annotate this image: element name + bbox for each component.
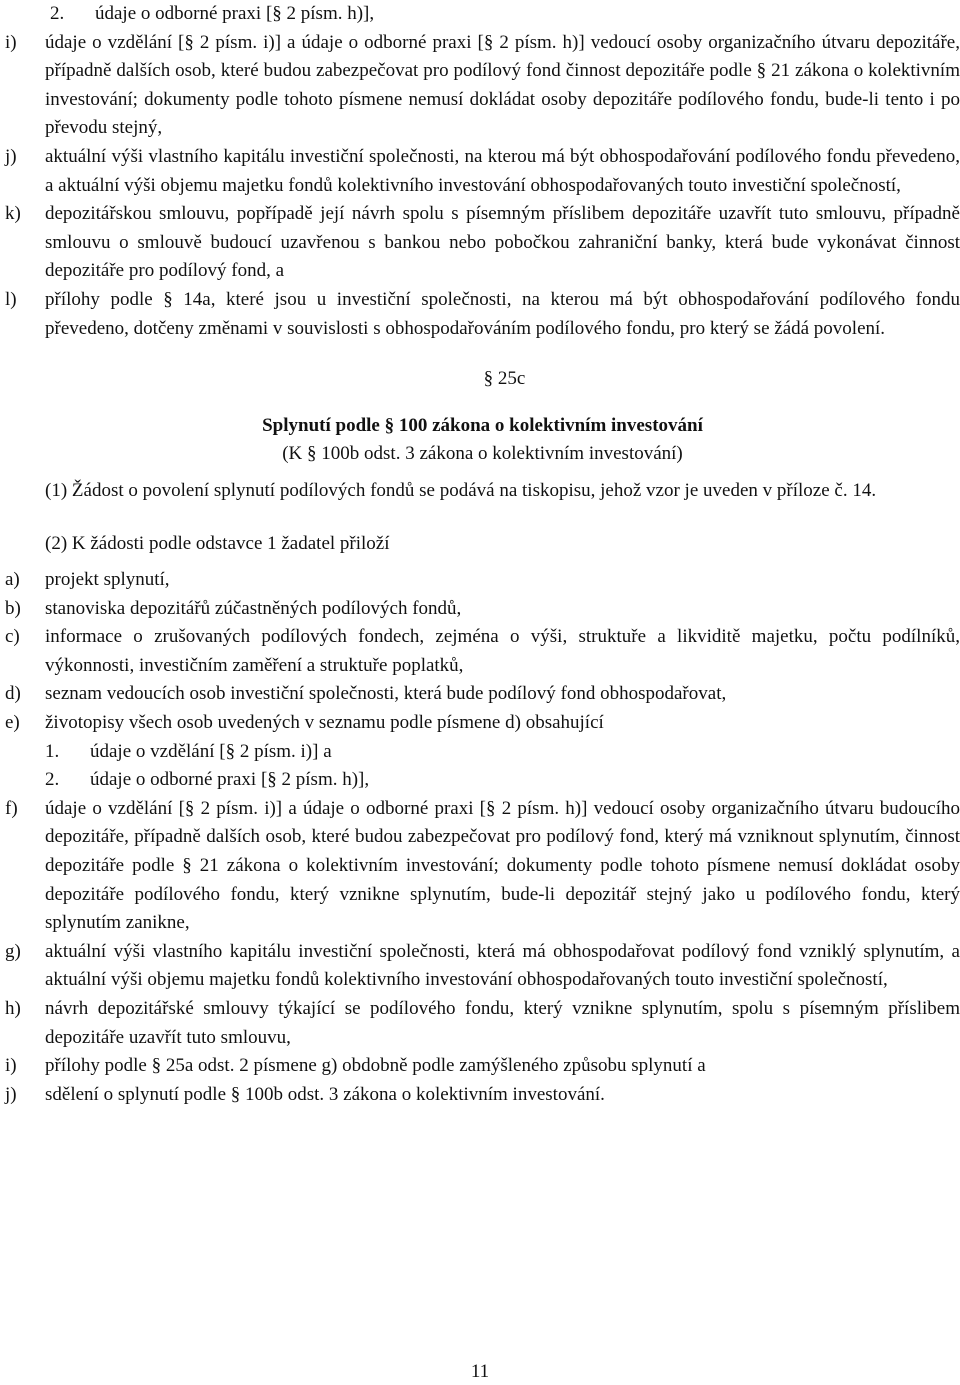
item-label: k) bbox=[5, 203, 21, 225]
page-number: 11 bbox=[470, 1361, 490, 1382]
document-page bbox=[5, 0, 960, 1109]
item-label: a) bbox=[5, 569, 20, 591]
list-item bbox=[5, 29, 960, 143]
item-label: b) bbox=[5, 597, 21, 619]
list-item bbox=[5, 1081, 960, 1110]
item-label: h) bbox=[5, 998, 21, 1019]
item-text: údaje o vzdělání [§ 2 písm. i)] a údaje o odborné praxi [§ 2 písm. h)] vedoucí osoby organizačního útvaru depozitáře, případně dalších osob, které budou zabezpečovat pro podílový fond činnost depozitáře podle § 21 zákona o kolektivním investování; dokumenty podle tohoto písmene nemusí dokládat osoby depozitáře podílového fondu, bude-li tento i po převodu stejný, bbox=[45, 31, 960, 139]
section-reference: (K § 100b odst. 3 zákona o kolektivním investování) bbox=[282, 443, 683, 465]
item-label: f) bbox=[5, 797, 18, 819]
subitem-label: 1. bbox=[45, 740, 60, 762]
item-text: přílohy podle § 25a odst. 2 písmene g) obdobně podle zamýšleného způsobu splynutí a bbox=[45, 1055, 706, 1077]
item-label: i) bbox=[5, 1055, 17, 1077]
list-subitem bbox=[45, 766, 960, 795]
subitem-text: údaje o vzdělání [§ 2 písm. i)] a bbox=[90, 740, 332, 762]
list-item bbox=[5, 566, 960, 595]
item-label: g) bbox=[5, 940, 21, 962]
item-text: sdělení o splynutí podle § 100b odst. 3 zákona o kolektivním investování. bbox=[45, 1083, 605, 1105]
list-item bbox=[5, 200, 960, 286]
list-item bbox=[5, 795, 960, 938]
item-label: c) bbox=[5, 626, 20, 648]
item-text: projekt splynutí, bbox=[45, 569, 170, 591]
list-item bbox=[5, 1052, 960, 1081]
list-item bbox=[5, 595, 960, 624]
item-text: přílohy podle § 14a, které jsou u investiční společnosti, na kterou má být obhospodařování podílového fondu převedeno, dotčeny změnami v souvislosti s obhospodařováním podílového fondu, pro který se žádá povolení. bbox=[45, 288, 960, 339]
list-subitem bbox=[50, 0, 960, 29]
subitem-text: údaje o odborné praxi [§ 2 písm. h)], bbox=[95, 3, 375, 24]
list-item bbox=[5, 680, 960, 709]
section-number: § 25c bbox=[483, 368, 526, 390]
item-text: aktuální výši vlastního kapitálu investiční společnosti, na kterou má být obhospodařování podílového fondu převedeno, a aktuální výši objemu majetku fondů kolektivního investování obhospodařovaných touto investiční společností, bbox=[45, 145, 960, 196]
item-text: informace o zrušovaných podílových fondech, zejména o výši, struktuře a likviditě majetku, počtu podílníků, výkonnosti, investičním zaměření a struktuře poplatků, bbox=[45, 626, 960, 676]
item-text: návrh depozitářské smlouvy týkající se podílového fondu, který vznikne splynutím, spolu s písemným příslibem depozitáře uzavřít tuto smlouvu, bbox=[45, 998, 960, 1048]
list-item bbox=[5, 995, 960, 1052]
item-label: l) bbox=[5, 288, 17, 310]
item-label: j) bbox=[5, 1083, 17, 1105]
item-label: d) bbox=[5, 683, 21, 705]
list-subitem bbox=[45, 738, 960, 767]
item-label: i) bbox=[5, 31, 17, 53]
list-item bbox=[5, 143, 960, 200]
item-text: životopisy všech osob uvedených v seznamu podle písmene d) obsahující bbox=[45, 712, 604, 734]
item-text: depozitářskou smlouvu, popřípadě její návrh spolu s písemným příslibem depozitáře uzavřít tuto smlouvu, případně smlouvu o smlouvě budoucí uzavřenou s bankou nebo pobočkou zahraniční banky, která bude vykonávat činnost depozitáře pro podílový fond, a bbox=[45, 203, 960, 282]
item-text: seznam vedoucích osob investiční společnosti, která bude podílový fond obhospodařovat, bbox=[45, 683, 727, 705]
list-item bbox=[5, 938, 960, 995]
subitem-label: 2. bbox=[45, 769, 60, 791]
section-title: Splynutí podle § 100 zákona o kolektivním investování bbox=[262, 414, 703, 436]
item-label: e) bbox=[5, 712, 20, 734]
subitem-label: 2. bbox=[50, 3, 65, 24]
item-text: aktuální výši vlastního kapitálu investiční společnosti, která má obhospodařovat podílový fond vzniklý splynutím, a aktuální výši objemu majetku fondů kolektivního investování obhospodařovaných touto investiční společností, bbox=[45, 940, 960, 991]
list-item bbox=[5, 623, 960, 680]
item-text: údaje o vzdělání [§ 2 písm. i)] a údaje o odborné praxi [§ 2 písm. h)] vedoucí osoby organizačního útvaru budoucího depozitáře, případně dalších osob, které budou zabezpečovat pro podílový fond, který má vzniknout splynutím, činnost depozitáře podle § 21 zákona o kolektivním investování; dokumenty podle tohoto písmene nemusí dokládat osoby depozitáře podílového fondu, který vznikne splynutím, bude-li depozitář stejný jako u podílového fondu, který splynutím zanikne, bbox=[45, 797, 960, 934]
item-text: stanoviska depozitářů zúčastněných podílových fondů, bbox=[45, 597, 462, 619]
list-item bbox=[5, 286, 960, 343]
subitem-text: údaje o odborné praxi [§ 2 písm. h)], bbox=[90, 769, 370, 791]
paragraph-2: (2) K žádosti podle odstavce 1 žadatel přiloží bbox=[45, 532, 390, 554]
item-label: j) bbox=[5, 145, 17, 167]
list-item bbox=[5, 709, 960, 738]
paragraph-1: (1) Žádost o povolení splynutí podílových fondů se podává na tiskopisu, jehož vzor je uveden v příloze č. 14. bbox=[45, 479, 877, 501]
